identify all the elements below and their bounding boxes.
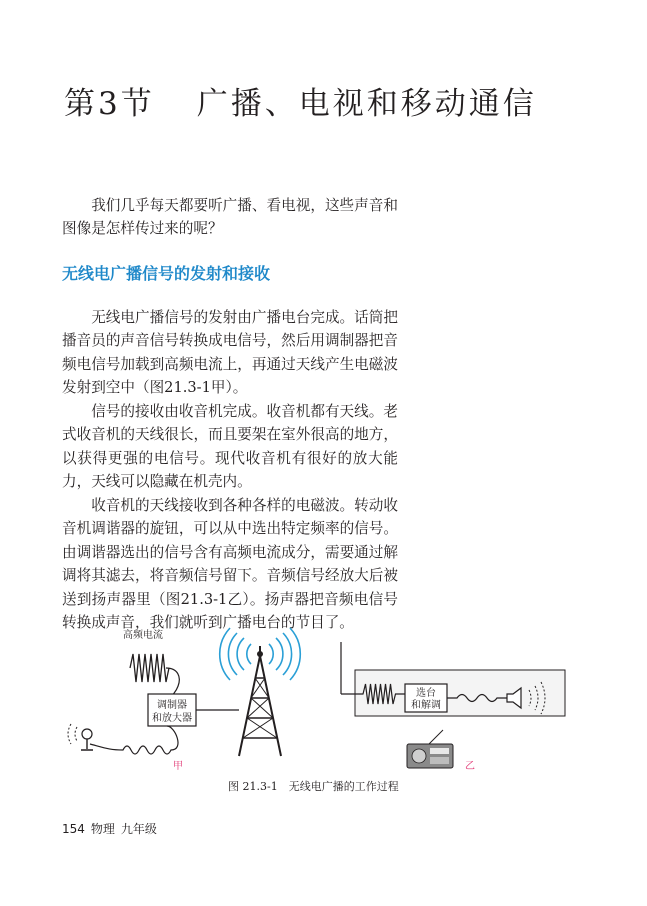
intro-paragraph: 我们几乎每天都要听广播、看电视，这些声音和图像是怎样传过来的呢？ xyxy=(62,197,398,238)
body-paragraph-2: 信号的接收由收音机完成。收音机都有天线。老式收音机的天线很长，而且要架在室外很高的地方，以获得更强的电信号。现代收音机有很好的放大能力，天线可以隐藏在机壳内。 xyxy=(62,403,398,491)
page-number: 154 xyxy=(62,822,85,836)
page-footer xyxy=(62,820,163,837)
radio-broadcast-figure xyxy=(55,626,575,776)
page-title xyxy=(64,78,537,123)
tuner-label-2: 和解调 xyxy=(411,700,441,711)
high-frequency-label: 高频电流 xyxy=(123,630,163,641)
section-number: 第3节 xyxy=(64,86,155,122)
sound-waves-icon xyxy=(68,724,77,744)
high-frequency-wave xyxy=(130,654,169,682)
microphone-icon xyxy=(82,729,92,739)
radio-icon xyxy=(407,730,453,768)
body-paragraph-1: 无线电广播信号的发射由广播电台完成。话筒把播音员的声音信号转换成电信号，然后用调制器把音频电信号加载到高频电流上，再通过天线产生电磁波发射到空中（图21.3-1甲）。 xyxy=(62,309,398,397)
book-grade: 九年级 xyxy=(120,822,157,836)
transmitter-tower-icon xyxy=(239,646,281,756)
body-paragraph-3: 收音机的天线接收到各种各样的电磁波。转动收音机调谐器的旋钮，可以从中选出特定频率的信号。由调谐器选出的信号含有高频电流成分，需要通过解调将其滤去，将音频信号留下。音频信号经放大后被送到扬声器里（图21.3-1乙）。扬声器把音频电信号转换成声音，我们就听到广播电台的节目了。 xyxy=(62,497,398,632)
audio-signal-wire xyxy=(90,726,178,754)
modulator-label-1: 调制器 xyxy=(157,700,187,711)
label-yi: 乙 xyxy=(465,761,475,772)
book-subject: 物理 xyxy=(90,822,115,836)
figure-caption: 图 21.3-1 无线电广播的工作过程 xyxy=(228,780,399,793)
section-heading: 无线电广播信号的发射和接收 xyxy=(62,264,271,283)
modulator-label-2: 和放大器 xyxy=(152,713,192,724)
label-jia: 甲 xyxy=(173,761,183,772)
section-title: 广播、电视和移动通信 xyxy=(196,86,537,122)
tuner-label-1: 选台 xyxy=(416,688,436,699)
